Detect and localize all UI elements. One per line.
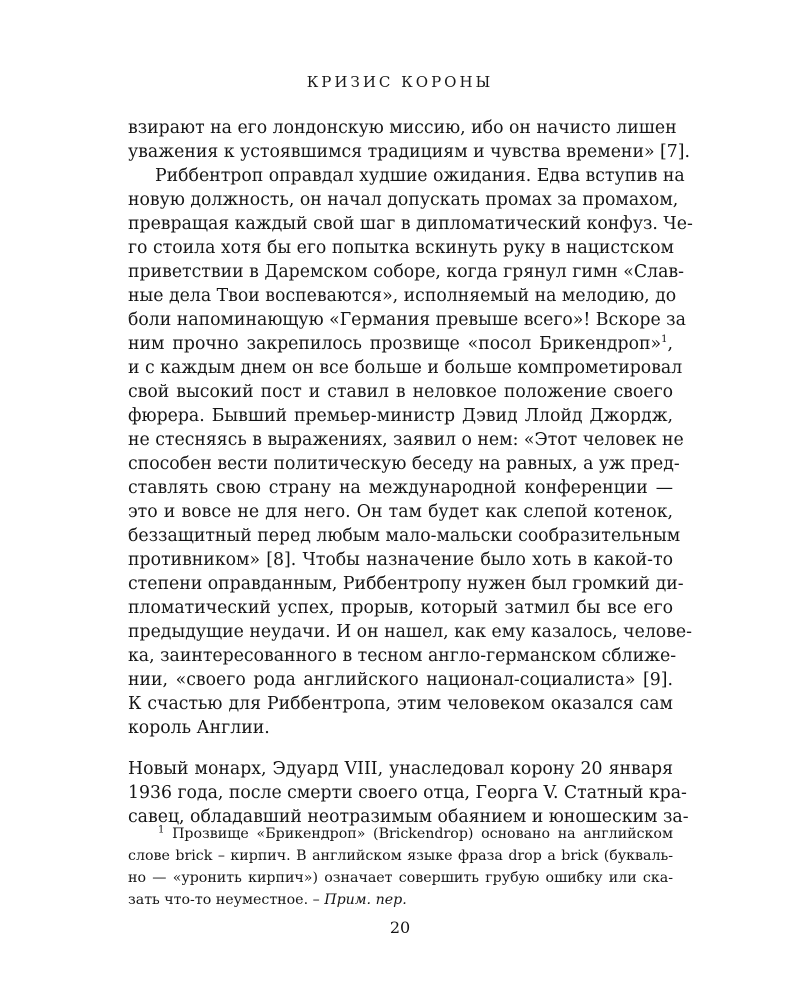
- text-line: король Англии.: [128, 718, 270, 738]
- text-line: пломатический успех, прорыв, который затмил бы все его: [128, 598, 673, 618]
- text-line: ные дела Твои воспеваются», исполняемый на мелодию, до: [128, 286, 677, 306]
- text-line: и с каждым днем он все больше и больше компрометировал: [128, 358, 683, 378]
- text-line: ставлять свою страну на международной конференции —: [128, 478, 673, 498]
- text-line: приветствии в Даремском соборе, когда грянул гимн «Слав-: [128, 262, 684, 282]
- footnote-line: но — «уронить кирпич») означает совершить грубую ошибку или ска-: [128, 870, 673, 886]
- text-line: нии, «своего рода английского национал-социалиста» [9].: [128, 670, 673, 690]
- text-line: взирают на его лондонскую миссию, ибо он начисто лишен: [128, 118, 677, 138]
- text-line: Новый монарх, Эдуард VIII, унаследовал корону 20 января: [128, 759, 673, 779]
- text-line: не стесняясь в выражениях, заявил о нем: «Этот человек не: [128, 430, 684, 450]
- text-line: савец, обладавший неотразимым обаянием и юношеским за-: [128, 807, 689, 827]
- footnote-first-line: [158, 823, 673, 845]
- footnote-marker: 1: [158, 824, 165, 836]
- text-line: это и вовсе не для него. Он там будет как слепой котенок,: [128, 502, 673, 522]
- text-line: го стоила хотя бы его попытка вскинуть руку в нацистском: [128, 238, 674, 258]
- footnote-last-line: [128, 889, 673, 911]
- text-line: К счастью для Риббентропа, этим человеком оказался сам: [128, 694, 673, 714]
- text-line-segment: ним прочно закрепилось прозвище «посол Брикендроп»: [128, 334, 662, 354]
- text-line: ка, заинтересованного в тесном англо-германском сближе-: [128, 646, 677, 666]
- footnote-text: Прозвище «Брикендроп» (Brickendrop) основано на английском: [172, 826, 673, 842]
- text-line: уважения к устоявшимся традициям и чувства времени» [7].: [128, 142, 691, 162]
- text-line: боли напоминающую «Германия превыше всего»! Вскоре за: [128, 310, 686, 330]
- footnote-line: зать что-то неуместное. –: [128, 892, 320, 908]
- footnote-line: слове brick – кирпич. В английском языке фраза drop a brick (букваль-: [128, 848, 673, 864]
- text-line: степени оправданным, Риббентропу нужен был громкий ди-: [128, 574, 684, 594]
- text-line: 1936 года, после смерти своего отца, Георга V. Статный кра-: [128, 783, 687, 803]
- running-head: КРИЗИС КОРОНЫ: [306, 73, 494, 91]
- page-number: 20: [389, 918, 411, 937]
- text-line: Риббентроп оправдал худшие ожидания. Едва вступив на: [155, 166, 685, 186]
- text-line: способен вести политическую беседу на равных, а уж пред-: [128, 454, 680, 474]
- text-line: фюрера. Бывший премьер-министр Дэвид Ллойд Джордж,: [128, 406, 673, 426]
- text-line: предыдущие неудачи. И он нашел, как ему казалось, челове-: [128, 622, 693, 642]
- text-line: свой высокий пост и ставил в неловкое положение своего: [128, 382, 673, 402]
- text-line: новую должность, он начал допускать промах за промахом,: [128, 190, 679, 210]
- footnote-reference: 1: [661, 334, 668, 346]
- footnote-attribution: Прим. пер.: [324, 892, 407, 908]
- text-line: противником» [8]. Чтобы назначение было хоть в какой-то: [128, 550, 673, 570]
- text-line: беззащитный перед любым мало-мальски сообразительным: [128, 526, 681, 546]
- footnote-ref-punctuation: ,: [667, 334, 673, 354]
- text-line: превращая каждый свой шаг в дипломатический конфуз. Че-: [128, 214, 693, 234]
- text-line-with-footnote-ref: [128, 332, 673, 356]
